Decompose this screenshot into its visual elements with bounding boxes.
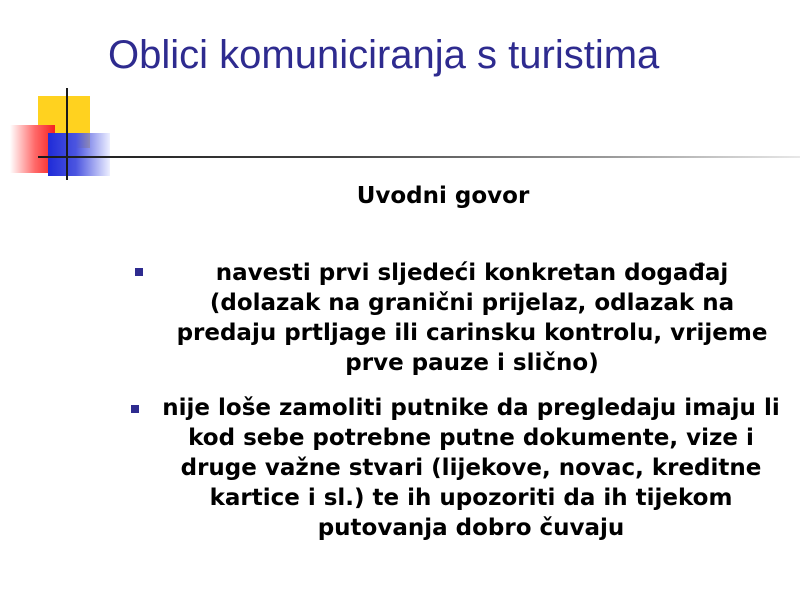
title-underline bbox=[38, 156, 800, 158]
bullet-text: navesti prvi sljedeći konkretan događaj (dolazak na granični prijelaz, odlazak na predaju prtljage ili carinsku kontrolu, vrijeme prve pauze i slično) bbox=[176, 260, 768, 376]
bullet-text: nije loše zamoliti putnike da pregledaju imaju li kod sebe potrebne putne dokumente, vize i druge važne stvari (lijekove, novac, kreditne kartice i sl.) te ih upozoriti da ih tijekom putovanja dobro čuvaju bbox=[162, 395, 780, 541]
slide-subtitle: Uvodni govor bbox=[356, 183, 530, 209]
logo-vertical-line bbox=[66, 88, 68, 180]
square-bullet-icon bbox=[131, 405, 139, 413]
square-bullet-icon bbox=[135, 268, 143, 276]
logo-blue-square bbox=[48, 133, 110, 176]
slide-title: Oblici komuniciranja s turistima bbox=[108, 33, 660, 77]
